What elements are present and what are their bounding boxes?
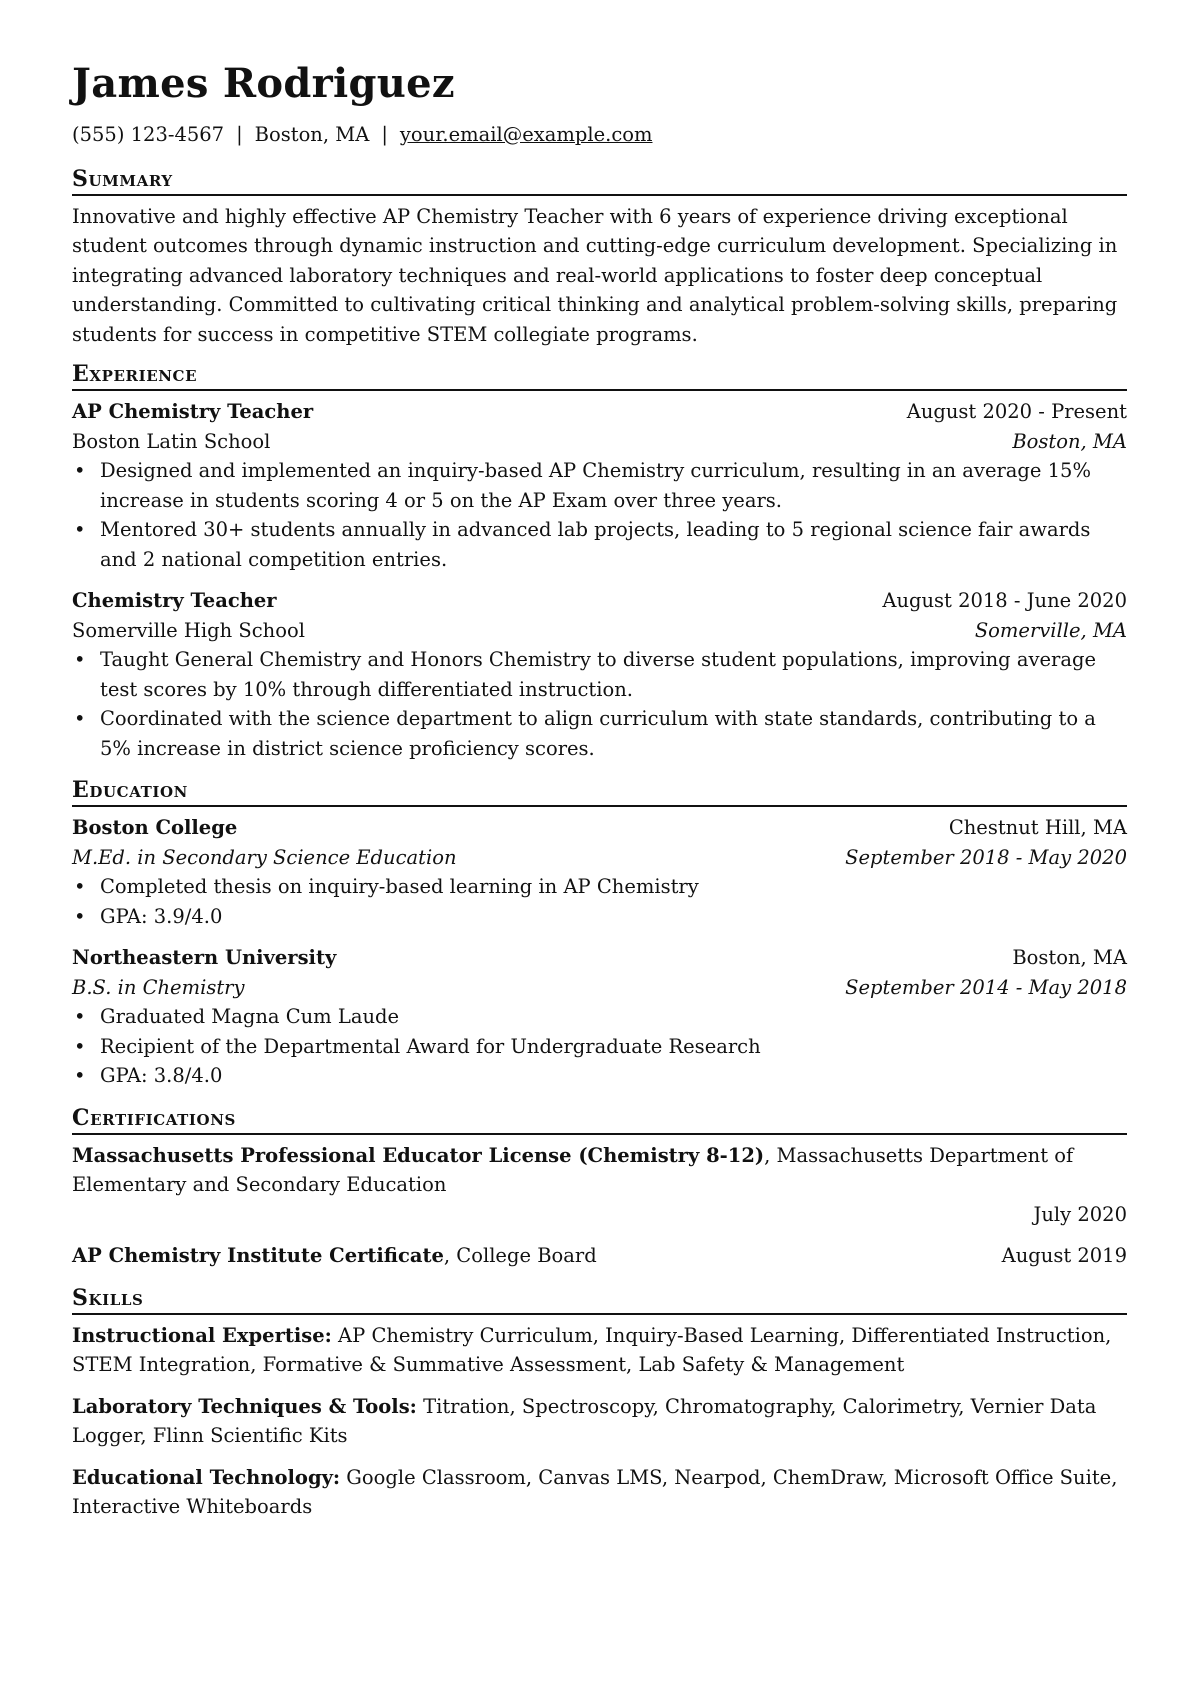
bullet-item: • Completed thesis on inquiry-based learning in AP Chemistry	[100, 872, 1127, 902]
bullet-item: • Taught General Chemistry and Honors Chemistry to diverse student populations, improving average test scores by 10% through differentiated instruction.	[100, 645, 1127, 704]
contact-phone: (555) 123-4567	[72, 123, 225, 146]
skill-values: Google Classroom, Canvas LMS, Nearpod, ChemDraw, Microsoft Office Suite, Interactive Whiteboards	[72, 1465, 1118, 1518]
education-section	[72, 775, 1127, 1091]
experience-entry	[72, 397, 1127, 574]
skill-label: Laboratory Techniques & Tools:	[72, 1394, 417, 1418]
education-dates: September 2014 - May 2018	[845, 975, 1127, 999]
candidate-name: James Rodriguez	[72, 60, 455, 107]
bullet-item: • GPA: 3.8/4.0	[100, 1061, 1127, 1091]
certification-text	[72, 1241, 597, 1271]
bullet-item: • GPA: 3.9/4.0	[100, 902, 1127, 932]
certification-date: July 2020	[1033, 1202, 1127, 1226]
employer: Boston Latin School	[72, 429, 271, 453]
education-entry	[72, 813, 1127, 931]
bullet-item: • Recipient of the Departmental Award for Undergraduate Research	[100, 1032, 1127, 1062]
education-bullets	[72, 1002, 1127, 1091]
certification-entry	[72, 1241, 1127, 1271]
resume-page	[72, 60, 1127, 1534]
job-bullets	[72, 645, 1127, 763]
summary-text: Innovative and highly effective AP Chemistry Teacher with 6 years of experience driving exceptional student outcomes through dynamic instruction and cutting-edge curriculum development. Specializing in integrating advanced laboratory techniques and real-world applications to foster deep conceptual understanding. Committed to cultivating critical thinking and analytical problem-solving skills, preparing students for success in competitive STEM collegiate programs.	[72, 204, 1118, 346]
certification-name: Massachusetts Professional Educator License (Chemistry 8-12)	[72, 1143, 765, 1167]
skills-section	[72, 1283, 1127, 1522]
section-heading-skills: Skills	[72, 1283, 1127, 1315]
school-location: Chestnut Hill, MA	[948, 816, 1127, 839]
certification-date: August 2019	[1001, 1244, 1127, 1267]
job-dates: August 2018 - June 2020	[882, 589, 1127, 612]
bullet-item: • Graduated Magna Cum Laude	[100, 1002, 1127, 1032]
section-heading-education: Education	[72, 775, 1127, 807]
contact-separator: |	[236, 123, 243, 146]
contact-separator: |	[381, 123, 388, 146]
section-heading-certifications: Certifications	[72, 1103, 1127, 1135]
bullet-item: • Coordinated with the science department to align curriculum with state standards, contributing to a 5% increase in district science proficiency scores.	[100, 704, 1127, 763]
bullet-item: • Designed and implemented an inquiry-based AP Chemistry curriculum, resulting in an average 15% increase in students scoring 4 or 5 on the AP Exam over three years.	[100, 456, 1127, 515]
experience-entry	[72, 586, 1127, 763]
skill-group	[72, 1392, 1127, 1451]
skill-label: Instructional Expertise:	[72, 1323, 332, 1347]
skill-group	[72, 1463, 1127, 1522]
employer: Somerville High School	[72, 618, 305, 642]
certification-name: AP Chemistry Institute Certificate	[72, 1244, 444, 1267]
skill-values: Titration, Spectroscopy, Chromatography, Calorimetry, Vernier Data Logger, Flinn Scientific Kits	[72, 1394, 1097, 1447]
job-location: Boston, MA	[1012, 429, 1127, 453]
education-bullets	[72, 872, 1127, 931]
contact-email-link[interactable]: your.email@example.com	[399, 123, 653, 146]
job-title: AP Chemistry Teacher	[72, 400, 314, 423]
skill-values: AP Chemistry Curriculum, Inquiry-Based Learning, Differentiated Instruction, STEM Integration, Formative & Summative Assessment, Lab Safety & Management	[72, 1323, 1112, 1376]
bullet-item: • Mentored 30+ students annually in advanced lab projects, leading to 5 regional science fair awards and 2 national competition entries.	[100, 515, 1127, 574]
school-location: Boston, MA	[1012, 946, 1127, 969]
degree: M.Ed. in Secondary Science Education	[72, 845, 457, 869]
skill-label: Educational Technology:	[72, 1465, 341, 1489]
school-name: Boston College	[72, 816, 238, 839]
contact-location: Boston, MA	[254, 123, 370, 146]
certification-entry	[72, 1141, 1127, 1230]
experience-section	[72, 359, 1127, 763]
job-title: Chemistry Teacher	[72, 589, 277, 612]
degree: B.S. in Chemistry	[72, 975, 245, 999]
section-heading-summary: Summary	[72, 164, 1127, 196]
skill-group	[72, 1321, 1127, 1380]
certification-issuer: , Massachusetts Department of Elementary and Secondary Education	[72, 1143, 1074, 1196]
certifications-section	[72, 1103, 1127, 1271]
job-dates: August 2020 - Present	[906, 400, 1127, 423]
contact-line	[72, 120, 1127, 150]
summary-section	[72, 164, 1127, 350]
education-dates: September 2018 - May 2020	[845, 845, 1127, 869]
certification-issuer: , College Board	[443, 1244, 597, 1267]
school-name: Northeastern University	[72, 946, 337, 969]
education-entry	[72, 943, 1127, 1091]
certification-text	[72, 1141, 1127, 1200]
section-heading-experience: Experience	[72, 359, 1127, 391]
job-location: Somerville, MA	[974, 618, 1127, 642]
job-bullets	[72, 456, 1127, 574]
